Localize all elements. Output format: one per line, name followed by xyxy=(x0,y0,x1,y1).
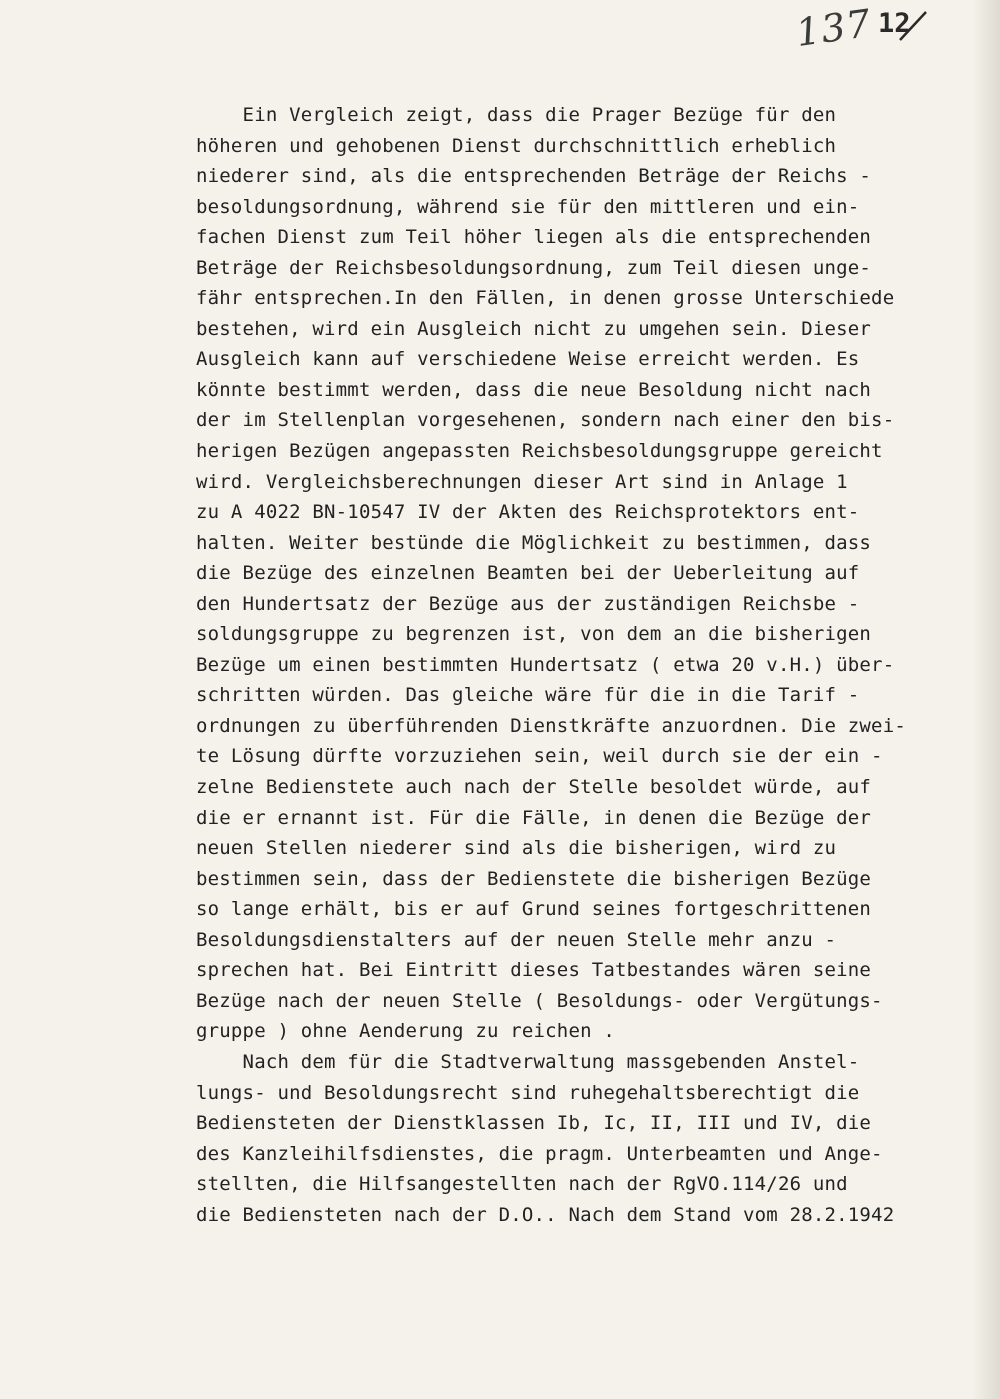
text-line: des Kanzleihilfsdienstes, die pragm. Unterbeamten und Ange- xyxy=(196,1142,883,1165)
text-line: könnte bestimmt werden, dass die neue Besoldung nicht nach xyxy=(196,378,872,401)
text-line: bestimmen sein, dass der Bedienstete die bisherigen Bezüge xyxy=(196,867,872,890)
text-line: fähr entsprechen.In den Fällen, in denen grosse Unterschiede xyxy=(196,287,895,310)
text-line: Ausgleich kann auf verschiedene Weise erreicht werden. Es xyxy=(196,348,860,371)
text-line: Bediensteten der Dienstklassen Ib, Ic, II, III und IV, die xyxy=(196,1112,872,1135)
text-line: herigen Bezügen angepassten Reichsbesoldungsgruppe gereicht xyxy=(196,440,883,463)
text-line: Besoldungsdienstalters auf der neuen Stelle mehr anzu - xyxy=(196,928,837,951)
text-line: Bezüge nach der neuen Stelle ( Besoldungs- oder Vergütungs- xyxy=(196,989,883,1012)
handwritten-page-number: 137 xyxy=(793,0,875,56)
text-line: höheren und gehobenen Dienst durchschnittlich erheblich xyxy=(196,134,837,157)
text-line: schritten würden. Das gleiche wäre für die in die Tarif - xyxy=(196,684,860,707)
text-line: Beträge der Reichsbesoldungsordnung, zum Teil diesen unge- xyxy=(196,256,872,279)
text-line: soldungsgruppe zu begrenzen ist, von dem an die bisherigen xyxy=(196,623,872,646)
text-line: niederer sind, als die entsprechenden Beträge der Reichs - xyxy=(196,165,872,188)
text-line: die Bediensteten nach der D.O.. Nach dem Stand vom 28.2.1942 xyxy=(196,1203,895,1226)
page-edge-shadow xyxy=(972,0,1000,1399)
text-line: ordnungen zu überführenden Dienstkräfte anzuordnen. Die zwei- xyxy=(196,714,906,737)
text-line: wird. Vergleichsberechnungen dieser Art sind in Anlage 1 xyxy=(196,470,848,493)
text-line: gruppe ) ohne Aenderung zu reichen . xyxy=(196,1020,616,1043)
text-line: Bezüge um einen bestimmten Hundertsatz ( etwa 20 v.H.) über- xyxy=(196,653,895,676)
text-line: lungs- und Besoldungsrecht sind ruhegehaltsberechtigt die xyxy=(196,1081,860,1104)
text-line: die Bezüge des einzelnen Beamten bei der Ueberleitung auf xyxy=(196,562,860,585)
text-line: fachen Dienst zum Teil höher liegen als die entsprechenden xyxy=(196,226,872,249)
typed-page-number: 12 xyxy=(878,8,911,39)
text-line: halten. Weiter bestünde die Möglichkeit zu bestimmen, dass xyxy=(196,531,872,554)
body-text xyxy=(196,100,976,1230)
text-line: sprechen hat. Bei Eintritt dieses Tatbestandes wären seine xyxy=(196,959,872,982)
text-line: neuen Stellen niederer sind als die bisherigen, wird zu xyxy=(196,837,837,860)
text-line: so lange erhält, bis er auf Grund seines fortgeschrittenen xyxy=(196,898,872,921)
text-line: der im Stellenplan vorgesehenen, sondern nach einer den bis- xyxy=(196,409,895,432)
text-line: te Lösung dürfte vorzuziehen sein, weil durch sie der ein - xyxy=(196,745,883,768)
text-line: besoldungsordnung, während sie für den mittleren und ein- xyxy=(196,195,860,218)
text-line: zu A 4022 BN-10547 IV der Akten des Reichsprotektors ent- xyxy=(196,501,860,524)
strikethrough-mark xyxy=(896,10,930,42)
text-line: bestehen, wird ein Ausgleich nicht zu umgehen sein. Dieser xyxy=(196,317,872,340)
text-line: Ein Vergleich zeigt, dass die Prager Bezüge für den xyxy=(196,104,837,126)
text-line: stellten, die Hilfsangestellten nach der RgVO.114/26 und xyxy=(196,1173,848,1196)
text-line: zelne Bedienstete auch nach der Stelle besoldet würde, auf xyxy=(196,776,872,799)
text-line: Nach dem für die Stadtverwaltung massgebenden Anstel- xyxy=(196,1050,860,1073)
text-line: die er ernannt ist. Für die Fälle, in denen die Bezüge der xyxy=(196,806,872,829)
text-line: den Hundertsatz der Bezüge aus der zuständigen Reichsbe - xyxy=(196,592,860,615)
